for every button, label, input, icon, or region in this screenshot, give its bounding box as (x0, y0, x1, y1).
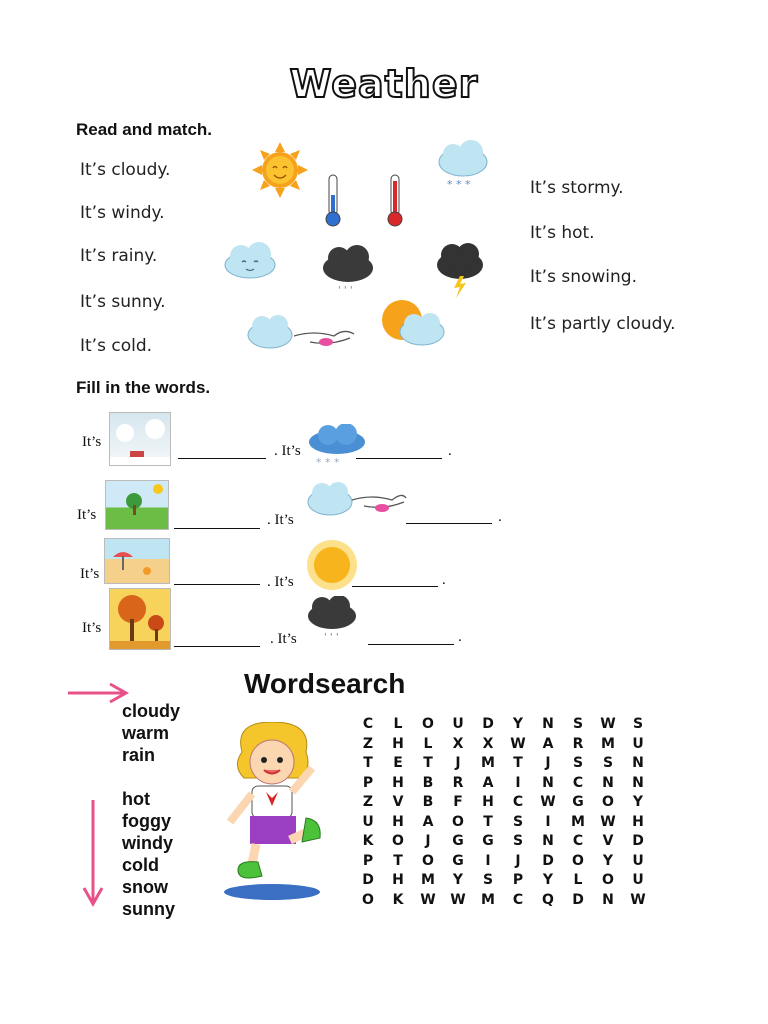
read-match-heading: Read and match. (76, 120, 213, 139)
grid-row (353, 892, 653, 912)
grid-letter[interactable]: P (362, 852, 374, 869)
answer-line[interactable] (174, 584, 260, 585)
page-title: Weather (289, 62, 479, 106)
grid-letter[interactable]: S (512, 813, 524, 830)
rain-cloud-icon (304, 596, 360, 642)
grid-row (353, 872, 653, 892)
grid-letter[interactable]: C (572, 774, 584, 791)
arrow-down-icon (82, 798, 104, 908)
answer-line[interactable] (174, 646, 260, 647)
fill-row-2-end: . (498, 509, 502, 525)
right-sentence-1: It’s stormy. (530, 178, 624, 198)
left-sentence-4: It’s sunny. (80, 292, 166, 312)
grid-letter[interactable]: A (542, 735, 554, 752)
grid-letter[interactable]: H (632, 813, 644, 830)
snow-cloud-icon (306, 424, 368, 472)
grid-letter[interactable]: C (512, 891, 524, 908)
sunny-scene-picture (105, 480, 169, 530)
answer-line[interactable] (356, 458, 442, 459)
grid-letter[interactable]: U (632, 872, 644, 888)
grid-letter[interactable]: L (573, 872, 583, 888)
answer-line[interactable] (406, 523, 492, 524)
grid-letter[interactable]: U (452, 716, 464, 732)
grid-letter[interactable]: D (572, 891, 584, 908)
windy-cloud-icon (304, 478, 410, 524)
fill-row-4-end: . (458, 629, 462, 645)
right-sentence-2: It’s hot. (530, 223, 595, 243)
fill-row-1-label-a: It’s (82, 434, 102, 450)
grid-letter[interactable]: Z (362, 735, 374, 752)
grid-letter[interactable]: A (422, 813, 434, 830)
grid-letter[interactable]: O (392, 833, 404, 849)
snow-cloud-icon (439, 140, 487, 191)
sun-icon (304, 538, 360, 592)
grid-letter[interactable]: M (481, 891, 495, 908)
grid-letter[interactable]: C (512, 794, 524, 810)
grid-letter[interactable]: J (455, 755, 461, 771)
girl-illustration (212, 722, 342, 902)
grid-letter[interactable]: N (542, 833, 554, 849)
grid-letter[interactable]: G (452, 852, 464, 869)
grid-letter[interactable]: Y (542, 872, 554, 888)
fill-row-3-end: . (442, 572, 446, 588)
grid-letter[interactable]: S (632, 716, 644, 732)
answer-line[interactable] (174, 528, 260, 529)
grid-row (353, 833, 653, 853)
grid-letter[interactable]: D (482, 716, 494, 732)
right-sentence-4: It’s partly cloudy. (530, 314, 676, 334)
word-foggy: foggy (122, 811, 171, 831)
fill-row-1-label-b: . It’s (274, 443, 301, 459)
grid-letter[interactable]: O (602, 872, 614, 888)
word-cloudy: cloudy (122, 701, 181, 721)
word-windy: windy (122, 833, 174, 853)
cloud-icon (225, 242, 275, 278)
grid-letter[interactable]: X (452, 735, 464, 752)
grid-letter[interactable]: R (452, 774, 464, 791)
grid-letter[interactable]: L (393, 716, 403, 732)
grid-letter[interactable]: B (422, 774, 434, 791)
weather-pictures (220, 140, 510, 360)
answer-line[interactable] (352, 586, 438, 587)
letter-grid (353, 716, 653, 911)
fill-row-4-label-a: It’s (82, 620, 102, 636)
answer-line[interactable] (368, 644, 454, 645)
left-sentence-2: It’s windy. (80, 203, 165, 223)
grid-letter[interactable]: G (572, 794, 584, 810)
svg-text:* * *: * * * (316, 456, 340, 469)
grid-letter[interactable]: I (545, 813, 551, 830)
fill-row-3-label-a: It’s (80, 566, 100, 582)
grid-letter[interactable]: K (362, 833, 374, 849)
grid-letter[interactable]: K (392, 891, 404, 908)
grid-letter[interactable]: N (542, 716, 554, 732)
fill-row-4-label-b: . It’s (270, 631, 297, 647)
grid-letter[interactable]: N (542, 774, 554, 791)
grid-letter[interactable]: W (540, 794, 556, 810)
grid-letter[interactable]: H (392, 813, 404, 830)
left-sentence-1: It’s cloudy. (80, 160, 171, 180)
grid-letter[interactable]: G (452, 833, 464, 849)
word-hot: hot (122, 789, 150, 809)
grid-letter[interactable]: Z (362, 794, 374, 810)
grid-letter[interactable]: W (420, 891, 436, 908)
right-sentence-3: It’s snowing. (530, 267, 637, 287)
grid-letter[interactable]: T (423, 755, 433, 771)
grid-letter[interactable]: S (602, 755, 614, 771)
grid-letter[interactable]: U (632, 735, 644, 752)
fill-words-heading: Fill in the words. (76, 378, 211, 397)
beach-scene-picture (104, 538, 170, 584)
grid-letter[interactable]: B (422, 794, 434, 810)
grid-letter[interactable]: Y (512, 716, 524, 732)
grid-letter[interactable]: V (602, 833, 614, 849)
grid-letter[interactable]: O (452, 813, 464, 830)
hot-thermometer-icon (388, 175, 402, 226)
grid-row (353, 853, 653, 873)
grid-letter[interactable]: S (482, 872, 494, 888)
grid-letter[interactable]: W (630, 891, 646, 908)
grid-letter[interactable]: C (572, 833, 584, 849)
cold-thermometer-icon (326, 175, 340, 226)
grid-letter[interactable]: U (632, 852, 644, 869)
grid-letter[interactable]: T (363, 755, 373, 771)
grid-letter[interactable]: H (392, 774, 404, 791)
windy-cloud-icon (248, 315, 354, 348)
grid-letter[interactable]: D (542, 852, 554, 869)
grid-letter[interactable]: O (422, 716, 434, 732)
grid-letter[interactable]: P (362, 774, 374, 791)
fill-row-1-end: . (448, 443, 452, 459)
grid-letter[interactable]: T (393, 852, 403, 869)
svg-text:* * *: * * * (447, 178, 471, 191)
answer-line[interactable] (178, 458, 266, 459)
svg-text:' ' ': ' ' ' (338, 285, 353, 296)
svg-text:' ' ': ' ' ' (324, 632, 339, 642)
left-sentence-5: It’s cold. (80, 336, 153, 356)
grid-row (353, 794, 653, 814)
word-cold: cold (122, 855, 160, 875)
grid-letter[interactable]: I (515, 774, 521, 791)
grid-letter[interactable]: M (601, 735, 615, 752)
wordsearch-title: Wordsearch (244, 668, 406, 699)
grid-letter[interactable]: E (393, 755, 403, 771)
grid-letter[interactable]: J (425, 833, 431, 849)
fill-row-2-label-a: It’s (77, 507, 97, 523)
grid-letter[interactable]: Y (632, 794, 644, 810)
grid-letter[interactable]: C (362, 716, 374, 732)
sun-icon (252, 142, 308, 198)
grid-letter[interactable]: G (482, 833, 494, 849)
grid-letter[interactable]: O (362, 891, 374, 908)
grid-letter[interactable]: O (602, 794, 614, 810)
grid-letter[interactable]: R (572, 735, 584, 752)
grid-letter[interactable]: D (632, 833, 644, 849)
grid-row (353, 755, 653, 775)
grid-letter[interactable]: T (513, 755, 523, 771)
partly-cloudy-icon (382, 300, 444, 345)
grid-letter[interactable]: J (515, 852, 521, 869)
grid-letter[interactable]: I (485, 852, 491, 869)
grid-letter[interactable]: M (571, 813, 585, 830)
grid-letter[interactable]: F (453, 794, 463, 810)
grid-row (353, 736, 653, 756)
grid-letter[interactable]: D (362, 872, 374, 888)
snowy-scene-picture (109, 412, 171, 466)
grid-letter[interactable]: U (362, 813, 374, 830)
grid-letter[interactable]: P (512, 872, 524, 888)
word-warm: warm (122, 723, 170, 743)
grid-letter[interactable]: S (572, 716, 584, 732)
grid-letter[interactable]: H (392, 872, 404, 888)
grid-letter[interactable]: M (481, 755, 495, 771)
grid-letter[interactable]: N (632, 774, 644, 791)
grid-letter[interactable]: V (392, 794, 404, 810)
grid-letter[interactable]: S (512, 833, 524, 849)
grid-letter[interactable]: W (510, 735, 526, 752)
grid-row (353, 775, 653, 795)
rain-cloud-icon (323, 245, 373, 296)
grid-letter[interactable]: H (392, 735, 404, 752)
grid-letter[interactable]: W (600, 813, 616, 830)
fill-row-3-label-b: . It’s (267, 574, 294, 590)
fill-row-2-label-b: . It’s (267, 512, 294, 528)
word-rain: rain (122, 745, 156, 765)
grid-letter[interactable]: H (482, 794, 494, 810)
grid-letter[interactable]: M (421, 872, 435, 888)
grid-row (353, 716, 653, 736)
grid-letter[interactable]: J (545, 755, 551, 771)
grid-letter[interactable]: X (482, 735, 494, 752)
grid-letter[interactable]: N (602, 891, 614, 908)
grid-letter[interactable]: W (600, 716, 616, 732)
word-sunny: sunny (122, 899, 176, 919)
grid-letter[interactable]: N (632, 755, 644, 771)
grid-letter[interactable]: O (422, 852, 434, 869)
grid-row (353, 814, 653, 834)
left-sentence-3: It’s rainy. (80, 246, 158, 266)
grid-letter[interactable]: N (602, 774, 614, 791)
grid-letter[interactable]: Y (452, 872, 464, 888)
grid-letter[interactable]: T (483, 813, 493, 830)
storm-cloud-icon (437, 243, 483, 298)
grid-letter[interactable]: Q (542, 891, 554, 908)
grid-letter[interactable]: O (572, 852, 584, 869)
grid-letter[interactable]: A (482, 774, 494, 791)
grid-letter[interactable]: L (423, 735, 433, 752)
word-snow: snow (122, 877, 169, 897)
grid-letter[interactable]: S (572, 755, 584, 771)
grid-letter[interactable]: W (450, 891, 466, 908)
grid-letter[interactable]: Y (602, 852, 614, 869)
autumn-scene-picture (109, 588, 171, 650)
